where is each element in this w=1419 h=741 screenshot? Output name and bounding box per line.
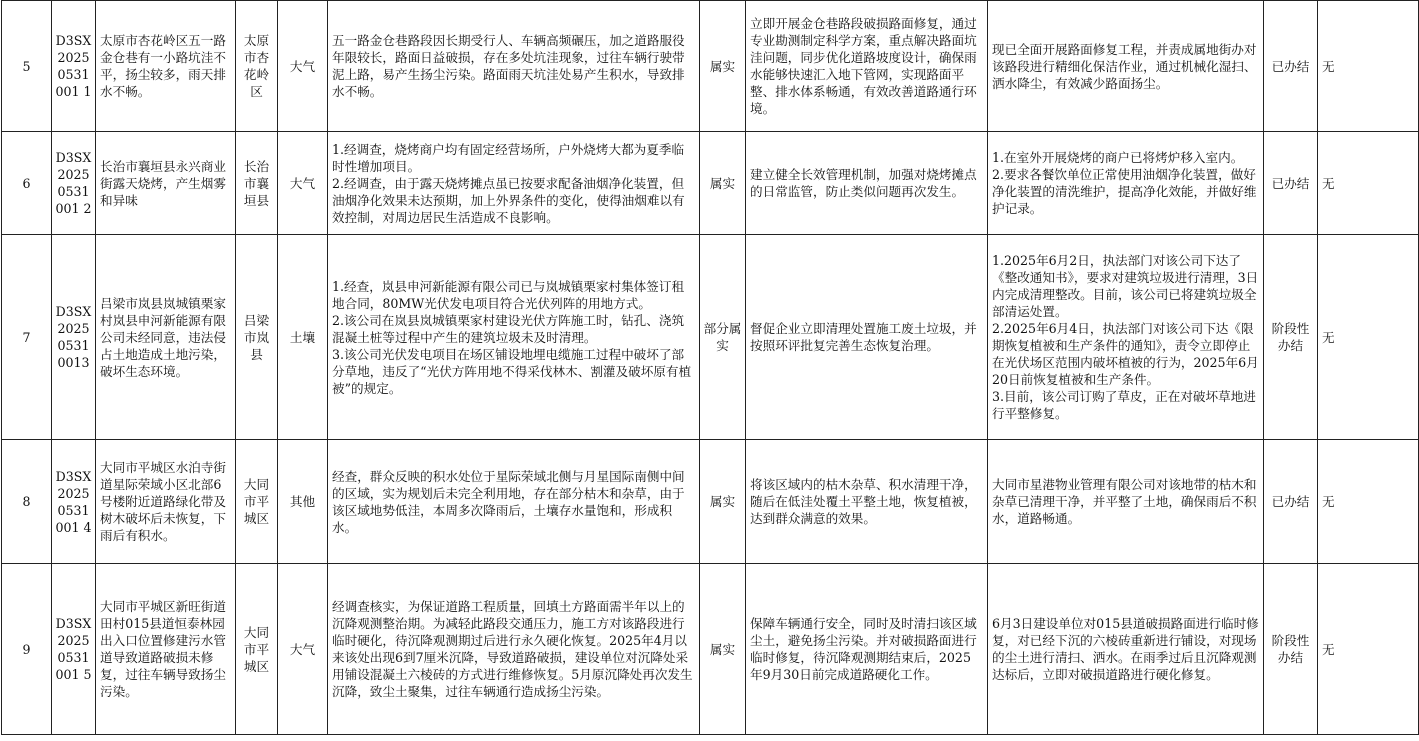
result-point: 3.目前，该公司订购了草皮，正在对破坏草地进行平整修复。 [992, 389, 1256, 421]
administrative-area: 吕梁市岚县 [236, 235, 278, 440]
case-status: 已办结 [1264, 1, 1318, 132]
investigation-point: 3.该公司光伏发电项目在场区铺设地埋电缆施工过程中破坏了部分草地，违反了“光伏方阵用地不得采伐林木、割灌及破坏原有植被”的规定。 [332, 346, 692, 396]
rectification-measures: 保障车辆通行安全，同时及时清扫该区域尘土，避免扬尘污染。并对破损路面进行临时修复，待沉降观测期结束后，2025年9月30日前完成道路硬化工作。 [746, 564, 988, 735]
investigation-findings: 经查，群众反映的积水处位于星际荣域北侧与月星国际南侧中间的区域，实为规划后未完全利用地，存在部分枯木和杂草，由于该区域地势低洼，本周多次降雨后，土壤存水量饱和，形成积水。 [328, 440, 700, 564]
case-status: 已办结 [1264, 132, 1318, 235]
complaint-content: 大同市平城区新旺街道田村015县道恒泰林园出入口位置修建污水管道导致道路破损未修复，过往车辆导致扬尘污染。 [96, 564, 236, 735]
rectification-measures: 将该区域内的枯木杂草、积水清理干净，随后在低洼处覆土平整土地，恢复植被，达到群众满意的效果。 [746, 440, 988, 564]
verification-verdict: 属实 [700, 440, 746, 564]
verification-verdict: 属实 [700, 564, 746, 735]
complaint-content: 吕梁市岚县岚城镇栗家村岚县申河新能源有限公司未经同意，违法侵占土地造成土地污染，破坏生态环境。 [96, 235, 236, 440]
investigation-findings: 经调查核实，为保证道路工程质量，回填土方路面需半年以上的沉降观测整治期。为减轻此路段交通压力，施工方对该路段进行临时硬化，待沉降观测期过后进行永久硬化恢复。2025年4月以来该处出现6到7厘米沉降，导致道路破损，建设单位对沉降处采用铺设混凝土六棱砖的方式进行维修恢复。5月原沉降处再次发生沉降，致尘土聚集，过往车辆通行造成扬尘污染。 [328, 564, 700, 735]
handling-result: 现已全面开展路面修复工程，并责成属地街办对该路段进行精细化保洁作业，通过机械化湿扫、洒水降尘，有效减少路面扬尘。 [988, 1, 1264, 132]
table-row [2, 132, 1419, 235]
case-status: 已办结 [1264, 440, 1318, 564]
complaint-content: 大同市平城区水泊寺街道星际荣域小区北部6号楼附近道路绿化带及树木破坏后未恢复，下雨后有积水。 [96, 440, 236, 564]
result-point: 1.在室外开展烧烤的商户已将烤炉移入室内。 [992, 150, 1244, 165]
pollution-category: 大气 [278, 564, 328, 735]
row-number: 7 [2, 235, 52, 440]
rectification-measures: 督促企业立即清理处置施工废土垃圾，并按照环评批复完善生态恢复治理。 [746, 235, 988, 440]
accountability: 无 [1318, 440, 1419, 564]
handling-result: 6月3日建设单位对015县道破损路面进行临时修复，对已经下沉的六棱砖重新进行铺设，对现场的尘土进行清扫、洒水。在雨季过后且沉降观测达标后，立即对破损道路进行硬化修复。 [988, 564, 1264, 735]
result-point: 2.要求各餐饮单位正常使用油烟净化装置，做好净化装置的清洗维护，提高净化效能，并做好维护记录。 [992, 167, 1257, 216]
case-code: D3SX20250531001 2 [52, 132, 96, 235]
result-point: 1.2025年6月2日，执法部门对该公司下达了《整改通知书》，要求对建筑垃圾进行清理，3日内完成清理整改。目前，该公司已将建筑垃圾全部清运处置。 [992, 253, 1259, 319]
rectification-measures: 建立健全长效管理机制，加强对烧烤摊点的日常监管，防止类似问题再次发生。 [746, 132, 988, 235]
table-row [2, 440, 1419, 564]
administrative-area: 长治市襄垣县 [236, 132, 278, 235]
row-number: 8 [2, 440, 52, 564]
administrative-area: 大同市平城区 [236, 440, 278, 564]
row-number: 6 [2, 132, 52, 235]
rectification-measures: 立即开展金仓巷路段破损路面修复，通过专业勘测制定科学方案，重点解决路面坑洼问题，同步优化道路坡度设计，确保雨水能够快速汇入地下管网，实现路面平整、排水体系畅通，有效改善道路通行环境。 [746, 1, 988, 132]
complaint-content: 长治市襄垣县永兴商业街露天烧烤，产生烟雾和异味 [96, 132, 236, 235]
pollution-category: 其他 [278, 440, 328, 564]
handling-result [988, 235, 1264, 440]
accountability: 无 [1318, 132, 1419, 235]
complaint-content: 太原市杏花岭区五一路金仓巷有一小路坑洼不平，扬尘较多，雨天排水不畅。 [96, 1, 236, 132]
administrative-area: 大同市平城区 [236, 564, 278, 735]
case-table [1, 0, 1419, 735]
row-number: 5 [2, 1, 52, 132]
investigation-point: 1.经查，岚县申河新能源有限公司已与岚城镇栗家村集体签订租地合同，80MW光伏发电项目符合光伏列阵的用地方式。 [332, 278, 685, 311]
handling-result: 大同市星港物业管理有限公司对该地带的枯木和杂草已清理干净，并平整了土地，确保雨后不积水，道路畅通。 [988, 440, 1264, 564]
result-point: 2.2025年6月4日，执法部门对该公司下达《限期恢复植被和生产条件的通知》，责令立即停止在光伏场区范围内破坏植被的行为，2025年6月20日前恢复植被和生产条件。 [992, 321, 1259, 387]
case-code: D3SX20250531001 4 [52, 440, 96, 564]
case-status: 阶段性办结 [1264, 564, 1318, 735]
investigation-findings [328, 235, 700, 440]
row-number: 9 [2, 564, 52, 735]
table-row [2, 235, 1419, 440]
pollution-category: 大气 [278, 1, 328, 132]
case-code: D3SX202505310013 [52, 235, 96, 440]
investigation-findings [328, 132, 700, 235]
case-code: D3SX20250531001 5 [52, 564, 96, 735]
investigation-point: 2.该公司在岚县岚城镇栗家村建设光伏方阵施工时，钻孔、浇筑混凝土桩等过程中产生的建筑垃圾未及时清理。 [332, 312, 685, 345]
verification-verdict: 部分属实 [700, 235, 746, 440]
accountability: 无 [1318, 1, 1419, 132]
verification-verdict: 属实 [700, 132, 746, 235]
handling-result [988, 132, 1264, 235]
case-status: 阶段性办结 [1264, 235, 1318, 440]
pollution-category: 大气 [278, 132, 328, 235]
investigation-point: 2.经调查，由于露天烧烤摊点虽已按要求配备油烟净化装置，但油烟净化效果未达预期，加上外界条件的变化，使得油烟难以有效控制，对周边居民生活造成不良影响。 [332, 175, 685, 225]
verification-verdict: 属实 [700, 1, 746, 132]
accountability: 无 [1318, 564, 1419, 735]
case-code: D3SX20250531001 1 [52, 1, 96, 132]
table-row [2, 564, 1419, 735]
pollution-category: 土壤 [278, 235, 328, 440]
investigation-point: 1.经调查，烧烤商户均有固定经营场所，户外烧烤大都为夏季临时性增加项目。 [332, 141, 685, 174]
administrative-area: 太原市杏花岭区 [236, 1, 278, 132]
accountability: 无 [1318, 235, 1419, 440]
investigation-findings: 五一路金仓巷路段因长期受行人、车辆高频碾压，加之道路服役年限较长，路面日益破损，存在多处坑洼现象，过往车辆行驶带泥上路，易产生扬尘污染。路面雨天坑洼处易产生积水，导致排水不畅。 [328, 1, 700, 132]
table-row [2, 1, 1419, 132]
